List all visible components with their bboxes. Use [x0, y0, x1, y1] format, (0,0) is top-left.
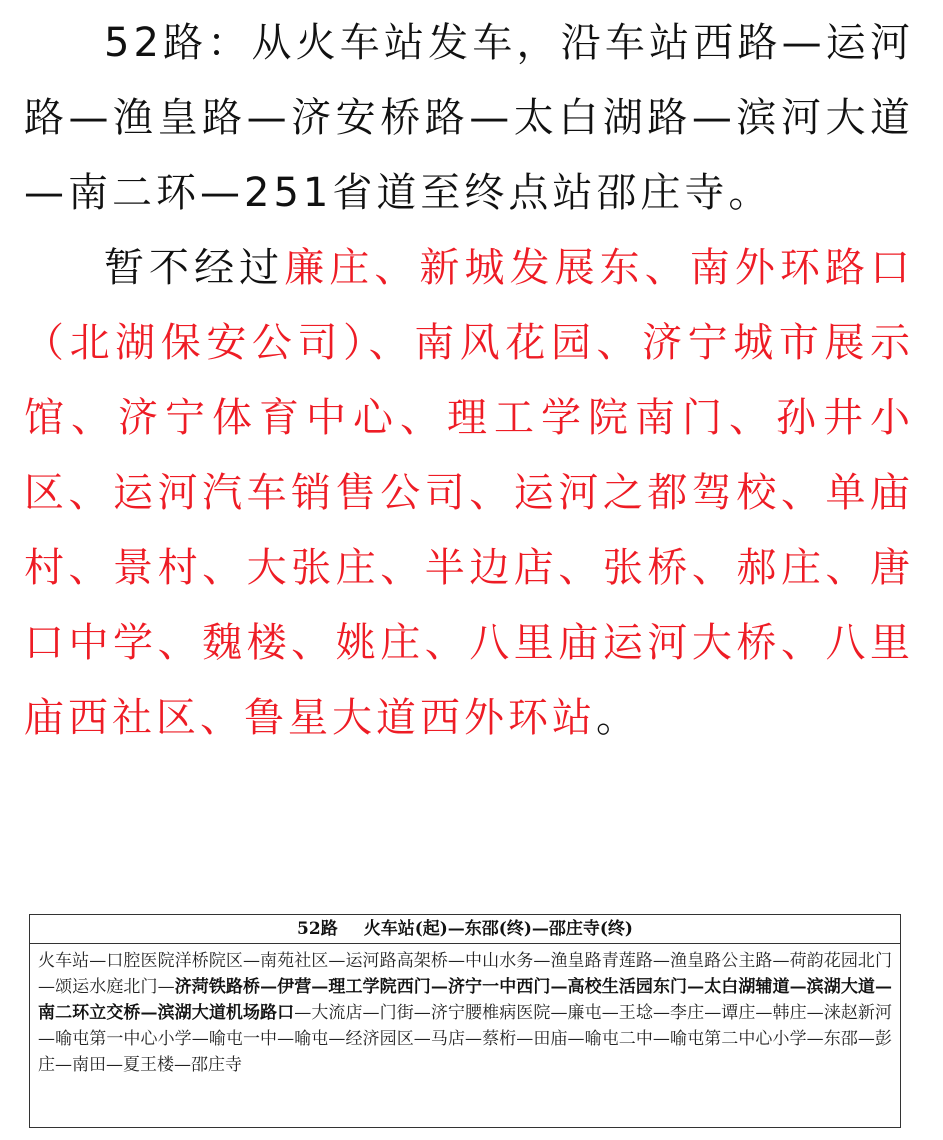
skipped-stops-list: 廉庄、新城发展东、南外环路口（北湖保安公司）、南风花园、济宁城市展示馆、济宁体育中心、理工学院南门、孙井小区、运河汽车销售公司、运河之都驾校、单庙村、景村、大张庄、半边店、张桥、郝庄、唐口中学、魏楼、姚庄、八里庙运河大桥、八里庙西社区、鲁星大道西外环站	[24, 245, 915, 741]
route-description-paragraph: 52路：从火车站发车，沿车站西路—运河路—渔皇路—济安桥路—太白湖路—滨河大道—南二环—251省道至终点站邵庄寺。	[24, 20, 914, 216]
skipped-stops-intro: 暂不经过	[104, 245, 285, 291]
stops-segment-normal: 火车站—口腔医院洋桥院区—南苑社区—运河路高架桥—中山水务—渔皇路青莲路—渔皇路公主路—荷韵花园北门—颂运水庭北门—	[38, 951, 892, 997]
route-stops-list	[30, 944, 900, 1078]
stops-segment-normal: —大流店—门街—济宁腰椎病医院—廉屯—王埝—李庄—谭庄—韩庄—涞赵新河—喻屯第一中心小学—喻屯一中—喻屯—经济园区—马店—蔡桁—田庙—喻屯二中—喻屯第二中心小学—东邵—彭庄—南田—夏王楼—邵庄寺	[38, 1003, 893, 1075]
article-text	[24, 6, 914, 756]
route-table-header	[30, 915, 900, 944]
route-stops-table	[29, 914, 901, 1128]
paragraph-end-mark: 。	[596, 695, 640, 741]
route-name: 52路	[297, 919, 338, 939]
stops-segment-bold: 济菏铁路桥—伊营—理工学院西门—济宁一中西门—高校生活园东门—太白湖辅道—滨湖大道—南二环立交桥—滨湖大道机场路口	[38, 977, 893, 1023]
skipped-stops-paragraph	[24, 231, 914, 756]
route-endpoints: 火车站(起)—东邵(终)—邵庄寺(终)	[363, 919, 633, 939]
